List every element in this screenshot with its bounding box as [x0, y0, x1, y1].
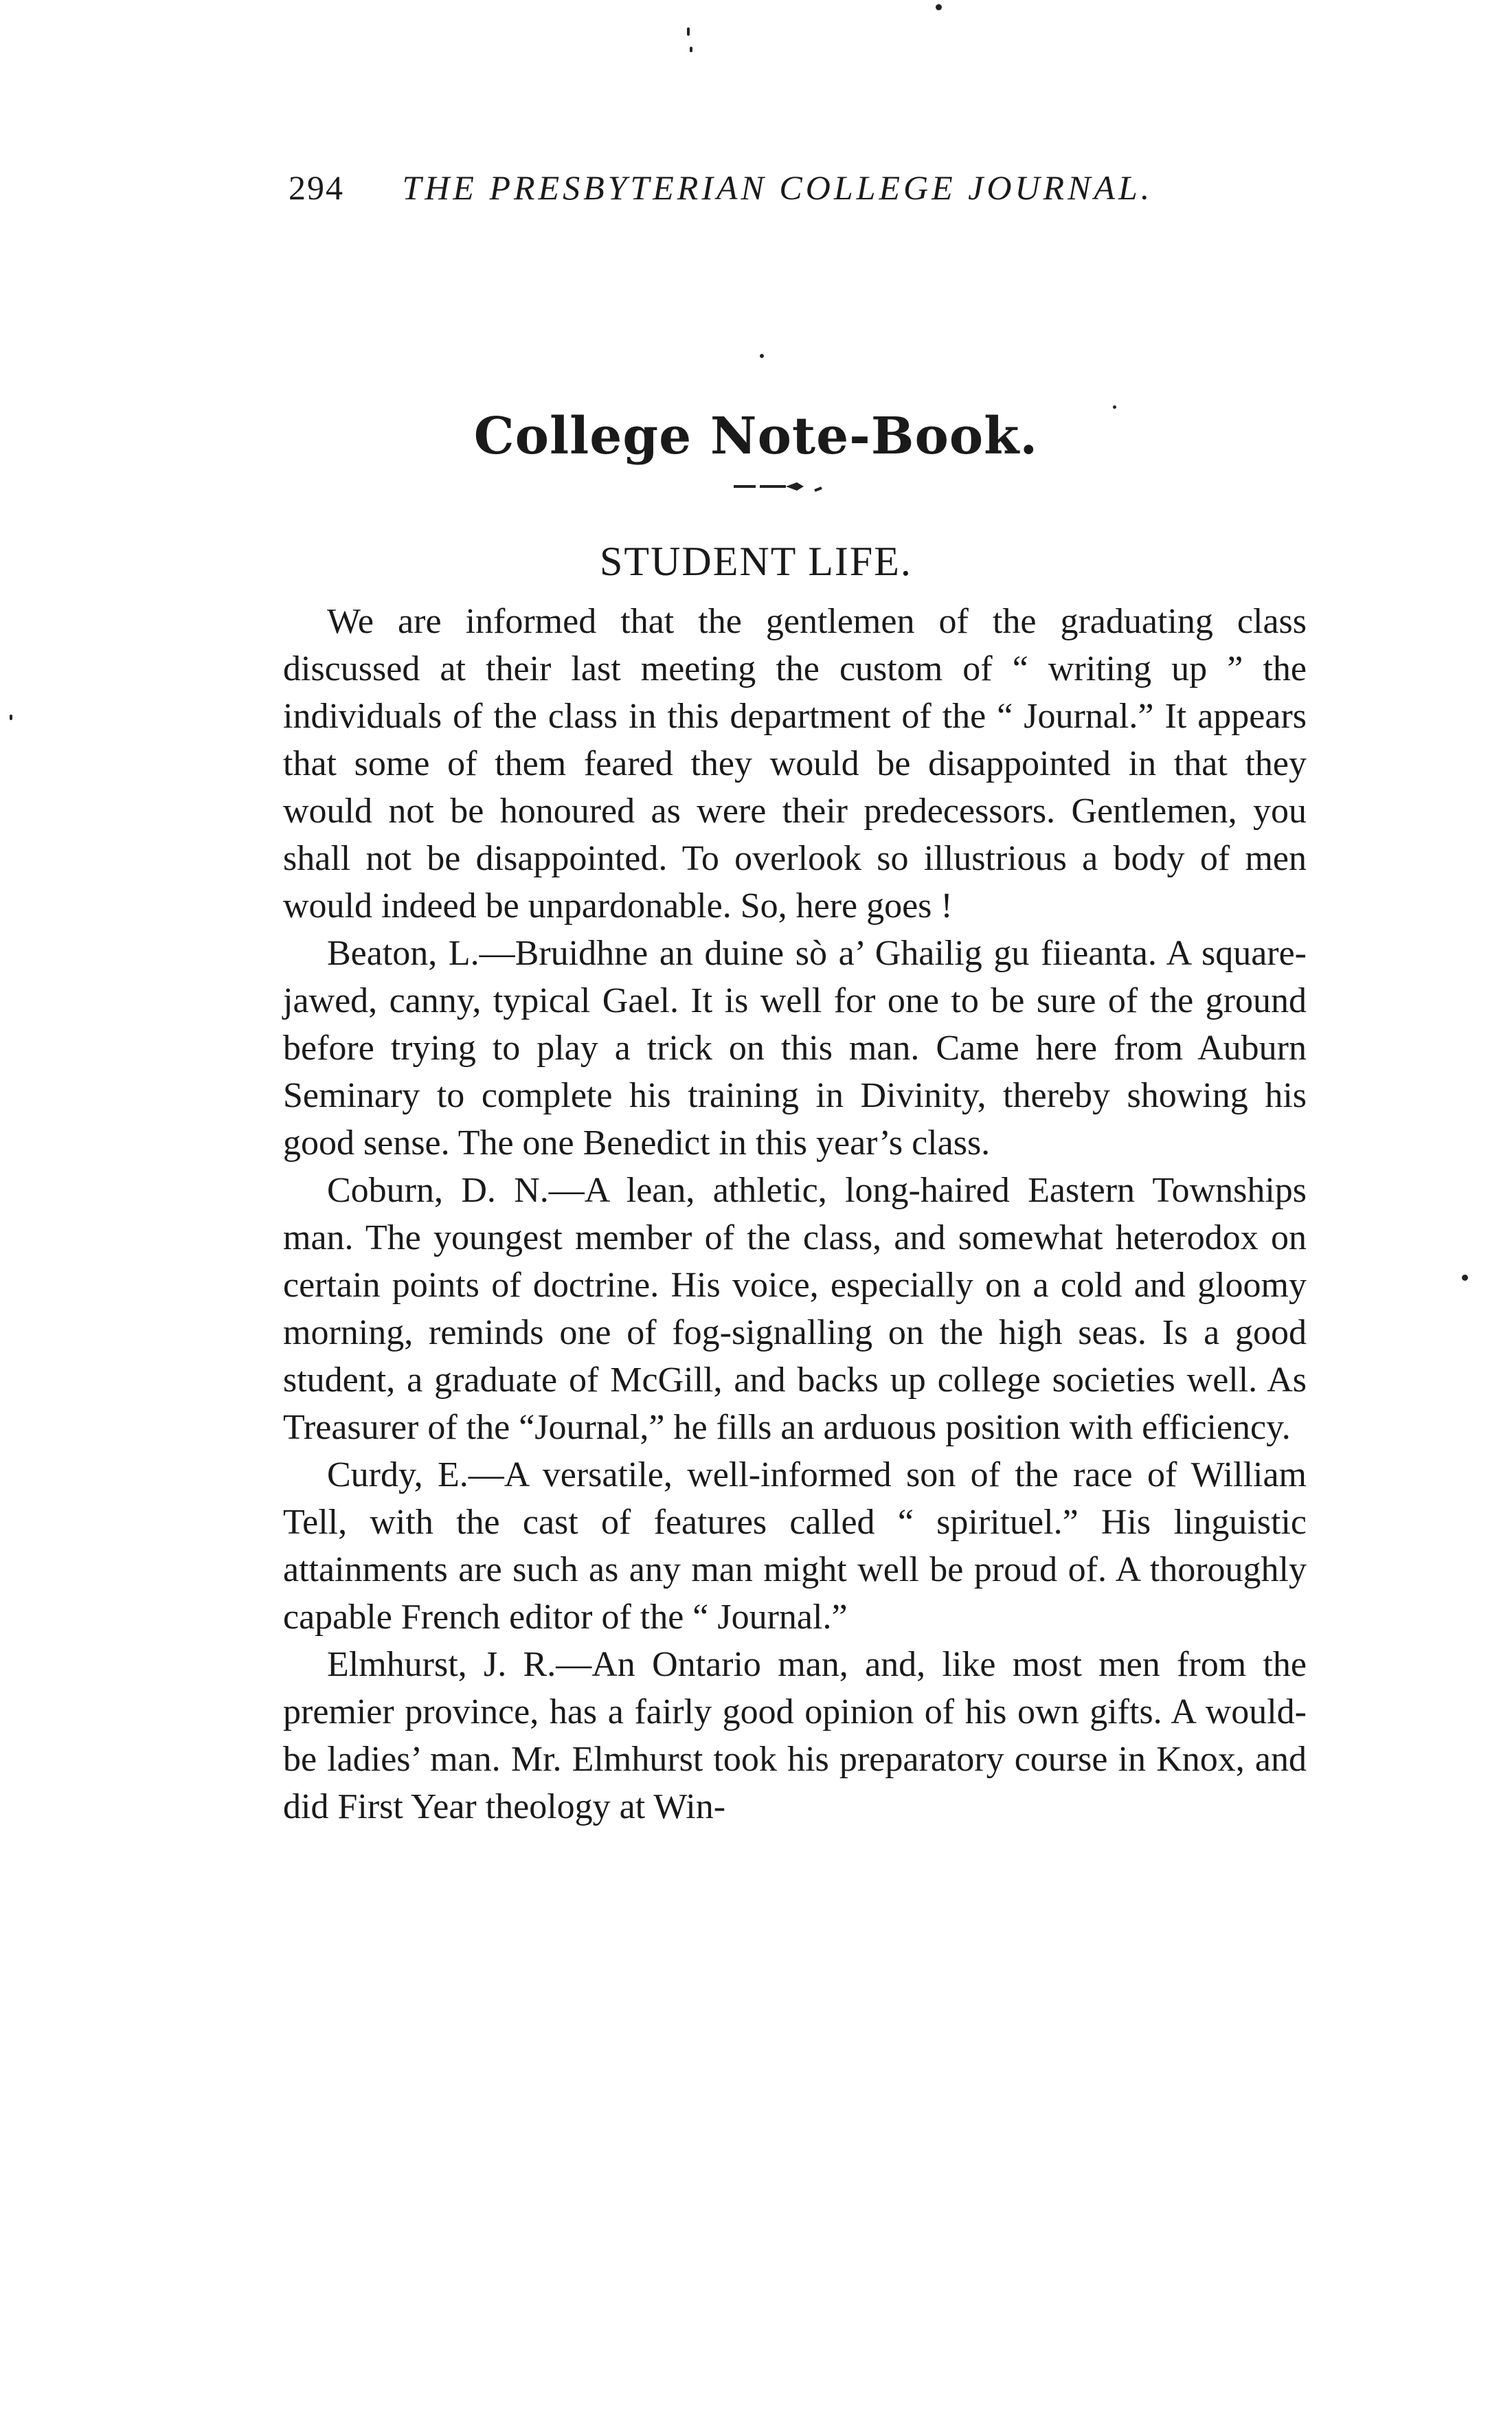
print-speck [690, 47, 692, 52]
paragraph-elmhurst: Elmhurst, J. R.—An Ontario man, and, like most men from the premier province, has a fairly good opinion of his own gifts. A would-be ladies’ man. Mr. Elmhurst took his preparatory course in Knox, and did First Year theology at Win- [283, 1645, 1307, 1826]
running-head [289, 164, 1319, 212]
print-speck [936, 4, 942, 10]
print-speck [687, 27, 690, 36]
page-number: 294 [289, 168, 344, 207]
paragraph-intro: We are informed that the gentlemen of the graduating class discussed at their last meeting the custom of “ writing up ” the individuals of the class in this department of the “ Journal.” It appears that some of them feared they would be disappointed in that they would not be honoured as were their predecessors. Gentlemen, you shall not be disappointed. To overlook so illustrious a body of men would indeed be unpardonable. So, here goes ! [283, 602, 1307, 926]
ornament-rule [728, 478, 831, 499]
paragraph-curdy: Curdy, E.—A versatile, well-informed son of the race of William Tell, with the cast of features called “ spirituel.” His linguistic attainments are such as any man might well be proud of. A thoroughly capable French editor of the “ Journal.” [283, 1455, 1307, 1637]
print-speck [760, 354, 764, 358]
journal-title: THE PRESBYTERIAN COLLEGE JOURNAL. [402, 168, 1153, 207]
section-subtitle: STUDENT LIFE. [600, 539, 912, 584]
print-speck [1462, 1275, 1468, 1281]
section-title: College Note-Book. [473, 407, 1039, 466]
article-body [283, 598, 1307, 1830]
paragraph-coburn: Coburn, D. N.—A lean, athletic, long-haired Eastern Townships man. The youngest member of the class, and somewhat heterodox on certain points of doctrine. His voice, especially on a cold and gloomy morning, reminds one of fog-signalling on the high seas. Is a good student, a graduate of McGill, and backs up college societies well. As Treasurer of the “Journal,” he fills an arduous position with efficiency. [283, 1171, 1307, 1447]
print-speck [10, 715, 12, 720]
paragraph-beaton: Beaton, L.—Bruidhne an duine sò a’ Ghailig gu fiieanta. A square-jawed, canny, typical Gael. It is well for one to be sure of the ground before trying to play a trick on this man. Came here from Auburn Seminary to complete his training in Divinity, thereby showing his good sense. The one Benedict in this year’s class. [283, 934, 1307, 1163]
